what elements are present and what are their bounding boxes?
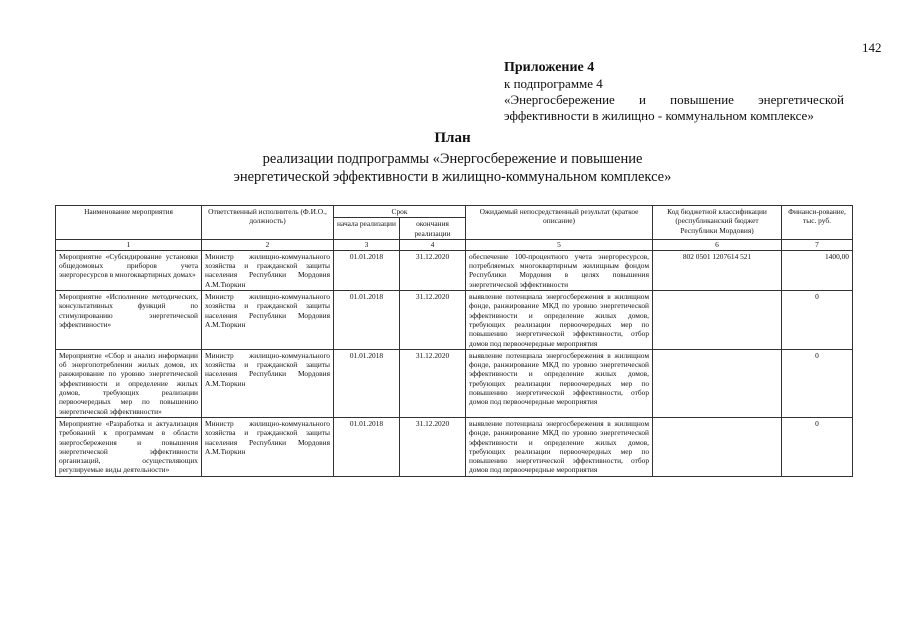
budget-code: 802 0501 1207614 521 (653, 250, 782, 290)
header-responsible: Ответственный исполнитель (Ф.И.О., должность) (202, 206, 334, 240)
responsible-executor: Министр жилищно-коммунального хозяйства и гражданской защиты населения Республики Мордовия А.М.Тюркин (202, 250, 334, 290)
page-number: 142 (862, 40, 882, 55)
start-date: 01.01.2018 (334, 417, 400, 476)
header-term: Срок (334, 206, 466, 218)
responsible-executor: Министр жилищно-коммунального хозяйства и гражданской защиты населения Республики Мордовия А.М.Тюркин (202, 291, 334, 350)
column-number: 6 (653, 239, 782, 250)
budget-code (653, 417, 782, 476)
measure-name: Мероприятие «Субсидирование установки общедомовых приборов учета энергоресурсов в многоквартирных домах» (56, 250, 202, 290)
header-funding: Финанси-рование, тыс. руб. (782, 206, 853, 240)
plan-subtitle-line-1: реализации подпрограммы «Энергосбережение и повышение (262, 151, 643, 167)
expected-result: выявление потенциала энергосбережения в жилищном фонде, ранжирование МКД по уровню энергетической эффективности и определение жилых домов, требующих реализации первоочередных мер по повышению энергетической эффективности, отбор домов под первоочередные мероприятия (466, 349, 653, 417)
column-number: 7 (782, 239, 853, 250)
end-date: 31.12.2020 (400, 349, 466, 417)
table-row (56, 349, 853, 417)
header-budget-code: Код бюджетной классификации (республиканский бюджет Республики Мордовия) (653, 206, 782, 240)
table-row (56, 250, 853, 290)
table-row (56, 291, 853, 350)
header-result: Ожидаемый непосредственный результат (краткое описание) (466, 206, 653, 240)
end-date: 31.12.2020 (400, 250, 466, 290)
header-term-start: начала реализации (334, 218, 400, 240)
budget-code (653, 291, 782, 350)
plan-subtitle-line-2: энергетической эффективности в жилищно-коммунальном комплексе» (233, 169, 672, 185)
expected-result: обеспечение 100-процентного учета энергоресурсов, потребляемых многоквартирным жилищным фондом Республики Мордовия в целях повышения энергетической эффективности (466, 250, 653, 290)
expected-result: выявление потенциала энергосбережения в жилищном фонде, ранжирование МКД по уровню энергетической эффективности и определение жилых домов, требующих реализации первоочередных мер по повышению энергетической эффективности, отбор домов под первоочередные мероприятия (466, 291, 653, 350)
budget-code (653, 349, 782, 417)
start-date: 01.01.2018 (334, 349, 400, 417)
measure-name: Мероприятие «Сбор и анализ информации об энергопотреблении жилых домов, их ранжирование по уровню энергетической эффективности и определение жилых домов, требующих реализации первоочередных мер по повышению энергетической эффективности» (56, 349, 202, 417)
column-number-row (56, 239, 853, 250)
measure-name: Мероприятие «Разработка и актуализация требований к программам в области энергосбережения и повышения энергетической эффективности организаций, осуществляющих регулируемые виды деятельности» (56, 417, 202, 476)
funding-amount: 0 (782, 291, 853, 350)
column-number: 2 (202, 239, 334, 250)
plan-table (55, 205, 853, 477)
appendix-line-2: «Энергосбережение и повышение энергетической (504, 92, 844, 107)
column-number: 5 (466, 239, 653, 250)
start-date: 01.01.2018 (334, 250, 400, 290)
appendix-line-1: к подпрограмме 4 (504, 76, 603, 91)
end-date: 31.12.2020 (400, 417, 466, 476)
appendix-title: Приложение 4 (504, 60, 595, 75)
expected-result: выявление потенциала энергосбережения в жилищном фонде, ранжирование МКД по уровню энергетической эффективности и определение жилых домов, требующих реализации первоочередных мер по повышению энергетической эффективности, отбор домов под первоочередные мероприятия (466, 417, 653, 476)
plan-title: План (434, 130, 471, 146)
end-date: 31.12.2020 (400, 291, 466, 350)
appendix-header (504, 60, 844, 124)
responsible-executor: Министр жилищно-коммунального хозяйства и гражданской защиты населения Республики Мордовия А.М.Тюркин (202, 417, 334, 476)
header-term-end: окончания реализации (400, 218, 466, 240)
start-date: 01.01.2018 (334, 291, 400, 350)
column-number: 4 (400, 239, 466, 250)
column-number: 1 (56, 239, 202, 250)
header-name: Наименование мероприятия (56, 206, 202, 240)
appendix-line-3: эффективности в жилищно - коммунальном комплексе» (504, 108, 814, 123)
funding-amount: 0 (782, 349, 853, 417)
measure-name: Мероприятие «Исполнение методических, консультативных функций по стимулированию энергетической эффективности» (56, 291, 202, 350)
plan-subtitle (0, 150, 905, 186)
responsible-executor: Министр жилищно-коммунального хозяйства и гражданской защиты населения Республики Мордовия А.М.Тюркин (202, 349, 334, 417)
column-number: 3 (334, 239, 400, 250)
funding-amount: 0 (782, 417, 853, 476)
table-row (56, 417, 853, 476)
funding-amount: 1400,00 (782, 250, 853, 290)
